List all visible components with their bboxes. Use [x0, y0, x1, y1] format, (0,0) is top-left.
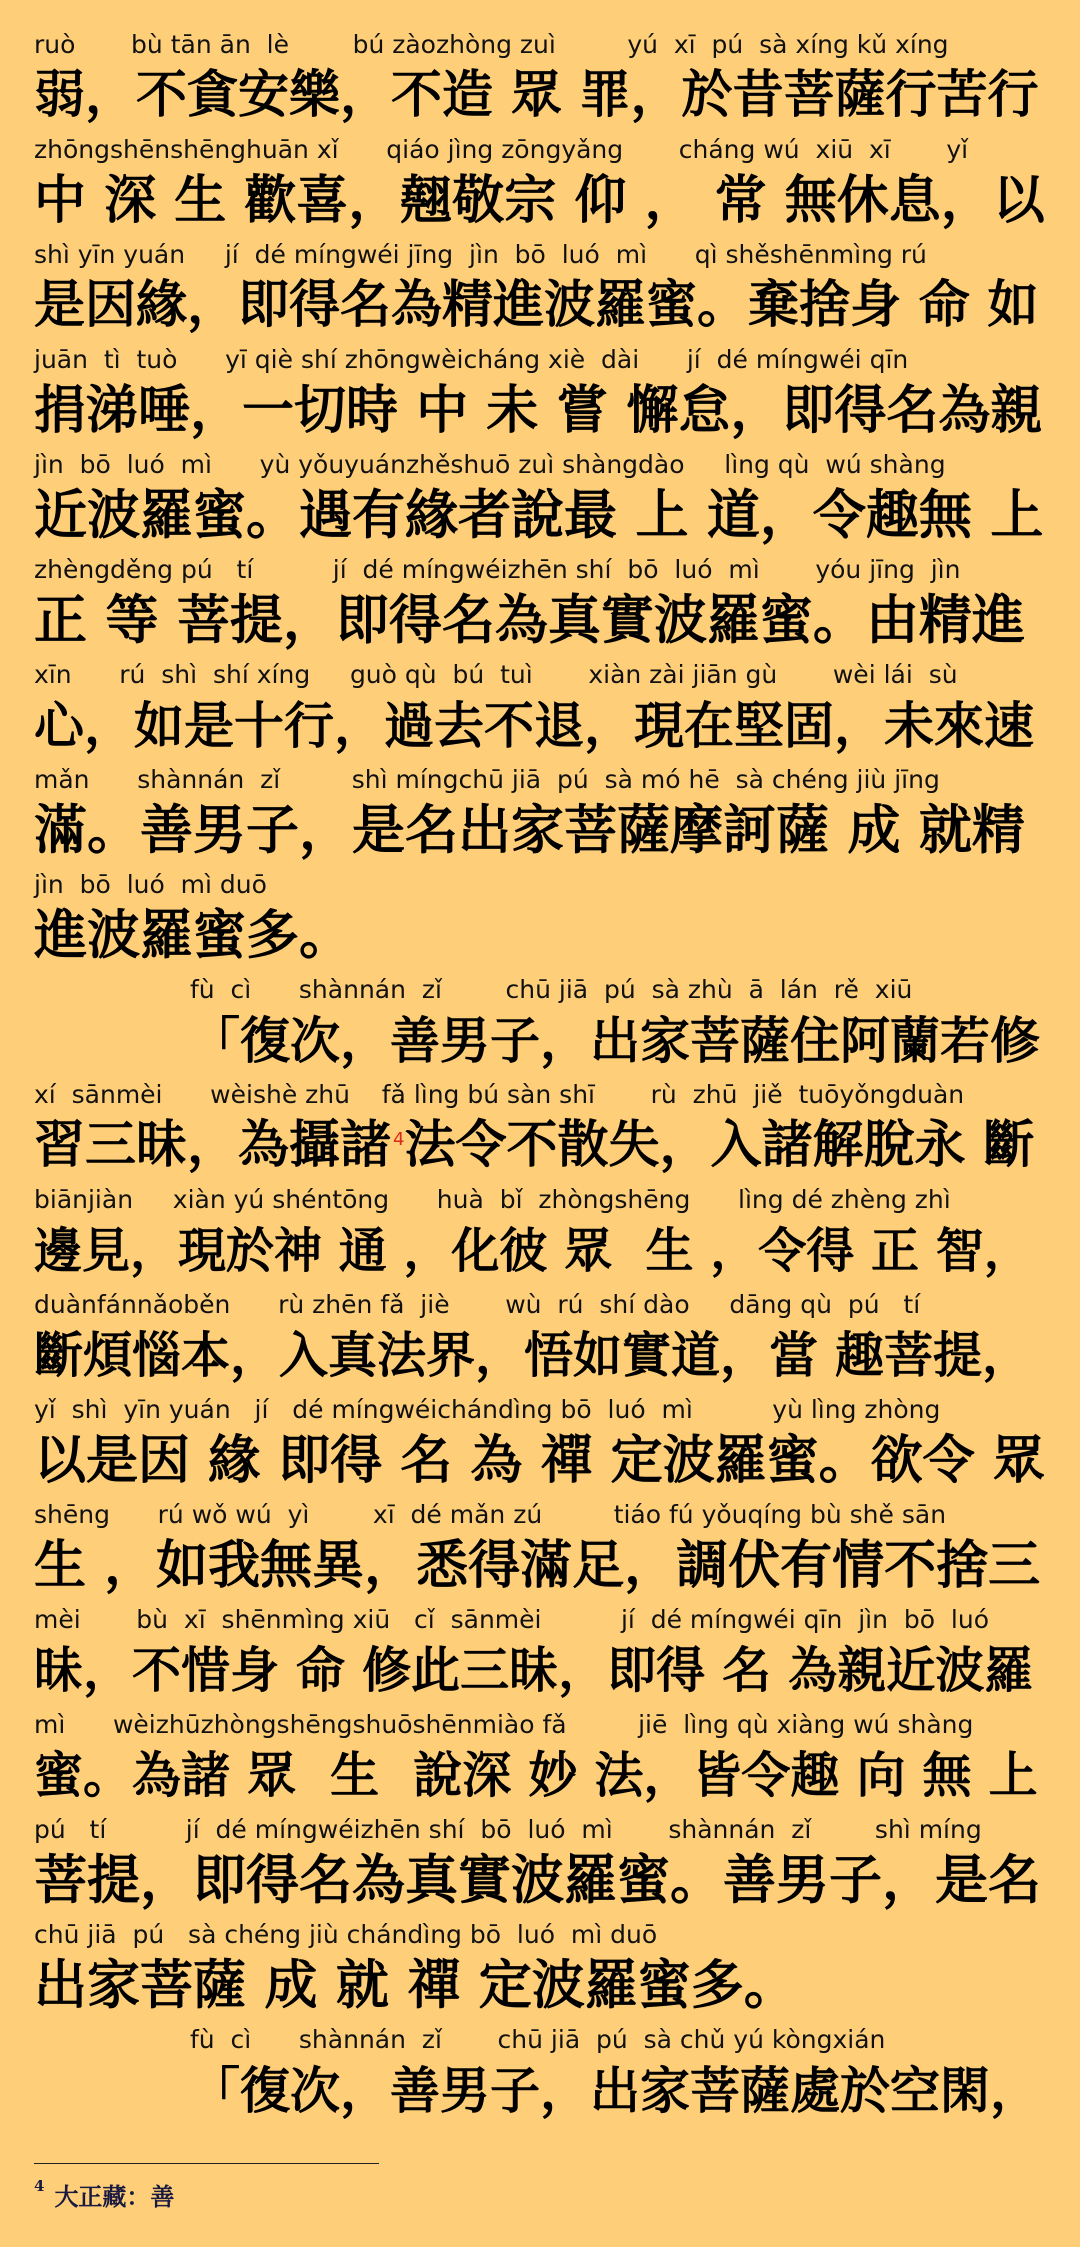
- pinyin-row: zhèngděng pú tí jí dé míngwéizhēn shí bō luó mì yóu jīng jìn: [34, 555, 961, 584]
- pinyin-row: biānjiàn xiàn yú shéntōng huà bǐ zhòngshēng lìng dé zhèng zhì: [34, 1185, 951, 1214]
- pinyin-row: duànfánnǎoběn rù zhēn fǎ jiè wù rú shí dào dāng qù pú tí: [34, 1290, 921, 1319]
- pinyin-row: shēng rú wǒ wú yì xī dé mǎn zú tiáo fú yǒuqíng bù shě sān: [34, 1500, 947, 1529]
- pinyin-row: yǐ shì yīn yuán jí dé míngwéichándìng bō luó mì yù lìng zhòng: [34, 1395, 941, 1424]
- footnote-number: 4: [34, 2177, 45, 2195]
- pinyin-row: juān tì tuò yī qiè shí zhōngwèicháng xiè dài jí dé míngwéi qīn: [34, 345, 909, 374]
- pinyin-row: mǎn shànnán zǐ shì míngchū jiā pú sà mó hē sà chéng jiù jīng: [34, 765, 940, 794]
- pinyin-row: xīn rú shì shí xíng guò qù bú tuì xiàn zài jiān gù wèi lái sù: [34, 660, 958, 689]
- pinyin-row: ruò bù tān ān lè bú zàozhòng zuì yú xī pú sà xíng kǔ xíng: [34, 30, 949, 59]
- hanzi-row: 中 深 生 歡喜，翹敬宗 仰 ， 常 無休息，以: [34, 171, 1045, 231]
- hanzi-segment: 法令不散失，入諸解脫永 斷: [404, 1116, 1035, 1175]
- pinyin-row: pú tí jí dé míngwéizhēn shí bō luó mì shànnán zǐ shì míng: [34, 1815, 982, 1844]
- hanzi-row: 滿。善男子，是名出家菩薩摩訶薩 成 就精: [34, 800, 1025, 861]
- hanzi-row: 昧，不惜身 命 修此三昧，即得 名 為親近波羅: [34, 1642, 1034, 1699]
- hanzi-row: 邊見，現於神 通 ，化彼 眾 生 ，令得 正 智，: [34, 1223, 1032, 1279]
- pinyin-row: jìn bō luó mì yù yǒuyuánzhěshuō zuì shàngdào lìng qù wú shàng: [34, 450, 946, 479]
- pinyin-row: mì wèizhūzhòngshēngshuōshēnmiào fǎ jiē lìng qù xiàng wú shàng: [34, 1710, 974, 1739]
- footnote: [34, 2177, 174, 2212]
- hanzi-row: 生 ，如我無異，悉得滿足，調伏有情不捨三: [34, 1536, 1041, 1596]
- hanzi-row: 進波羅蜜多。: [34, 905, 352, 966]
- pinyin-row: chū jiā pú sà chéng jiù chándìng bō luó mì duō: [34, 1920, 658, 1949]
- hanzi-row: 心，如是十行，過去不退，現在堅固，未來速: [34, 697, 1034, 755]
- hanzi-row: 蜜。為諸 眾 生 說深 妙 法，皆令趣 向 無 上: [34, 1747, 1038, 1804]
- hanzi-row: 正 等 菩提，即得名為真實波羅蜜。由精進: [34, 590, 1025, 651]
- hanzi-row: 斷煩惱本，入真法界，悟如實道，當 趣菩提，: [34, 1327, 1032, 1384]
- hanzi-row: 菩提，即得名為真實波羅蜜。善男子，是名: [34, 1850, 1041, 1911]
- hanzi-row: 是因緣，即得名為精進波羅蜜。棄捨身 命 如: [34, 276, 1039, 335]
- hanzi-row: 出家菩薩 成 就 禪 定波羅蜜多。: [34, 1955, 797, 2016]
- hanzi-row: 「復次，善男子，出家菩薩處於空閑，: [190, 2062, 1040, 2120]
- hanzi-row: [34, 1114, 1046, 1178]
- hanzi-segment: 習三昧，為攝諸: [34, 1116, 392, 1175]
- pinyin-row: shì yīn yuán jí dé míngwéi jīng jìn bō luó mì qì shěshēnmìng rú: [34, 240, 927, 269]
- pinyin-row: fù cì shànnán zǐ chū jiā pú sà zhù ā lán rě xiū: [190, 975, 913, 1004]
- pinyin-row: fù cì shànnán zǐ chū jiā pú sà chǔ yú kòngxián: [190, 2025, 886, 2054]
- pinyin-row: xí sānmèi wèishè zhū fǎ lìng bú sàn shī rù zhū jiě tuōyǒngduàn: [34, 1080, 965, 1109]
- hanzi-row: 以是因 緣 即得 名 為 禪 定波羅蜜。欲令 眾: [34, 1431, 1045, 1491]
- hanzi-row: 「復次，善男子，出家菩薩住阿蘭若修: [190, 1012, 1040, 1070]
- hanzi-row: 捐涕唾，一切時 中 未 嘗 懈怠，即得名為親: [34, 381, 1043, 441]
- footnote-text: 大正藏：善: [54, 2182, 175, 2211]
- footnote-divider: [34, 2163, 379, 2164]
- pinyin-row: jìn bō luó mì duō: [34, 870, 267, 899]
- pinyin-row: mèi bù xī shēnmìng xiū cǐ sānmèi jí dé míngwéi qīn jìn bō luó: [34, 1605, 989, 1634]
- hanzi-row: 近波羅蜜。遇有緣者說最 上 道，令趣無 上: [34, 485, 1044, 546]
- hanzi-row: 弱，不貪安樂，不造 眾 罪，於昔菩薩行苦行: [34, 66, 1039, 125]
- footnote-reference[interactable]: 4: [393, 1129, 405, 1150]
- pinyin-row: zhōngshēnshēnghuān xǐ qiáo jìng zōngyǎng cháng wú xiū xī yǐ: [34, 135, 969, 164]
